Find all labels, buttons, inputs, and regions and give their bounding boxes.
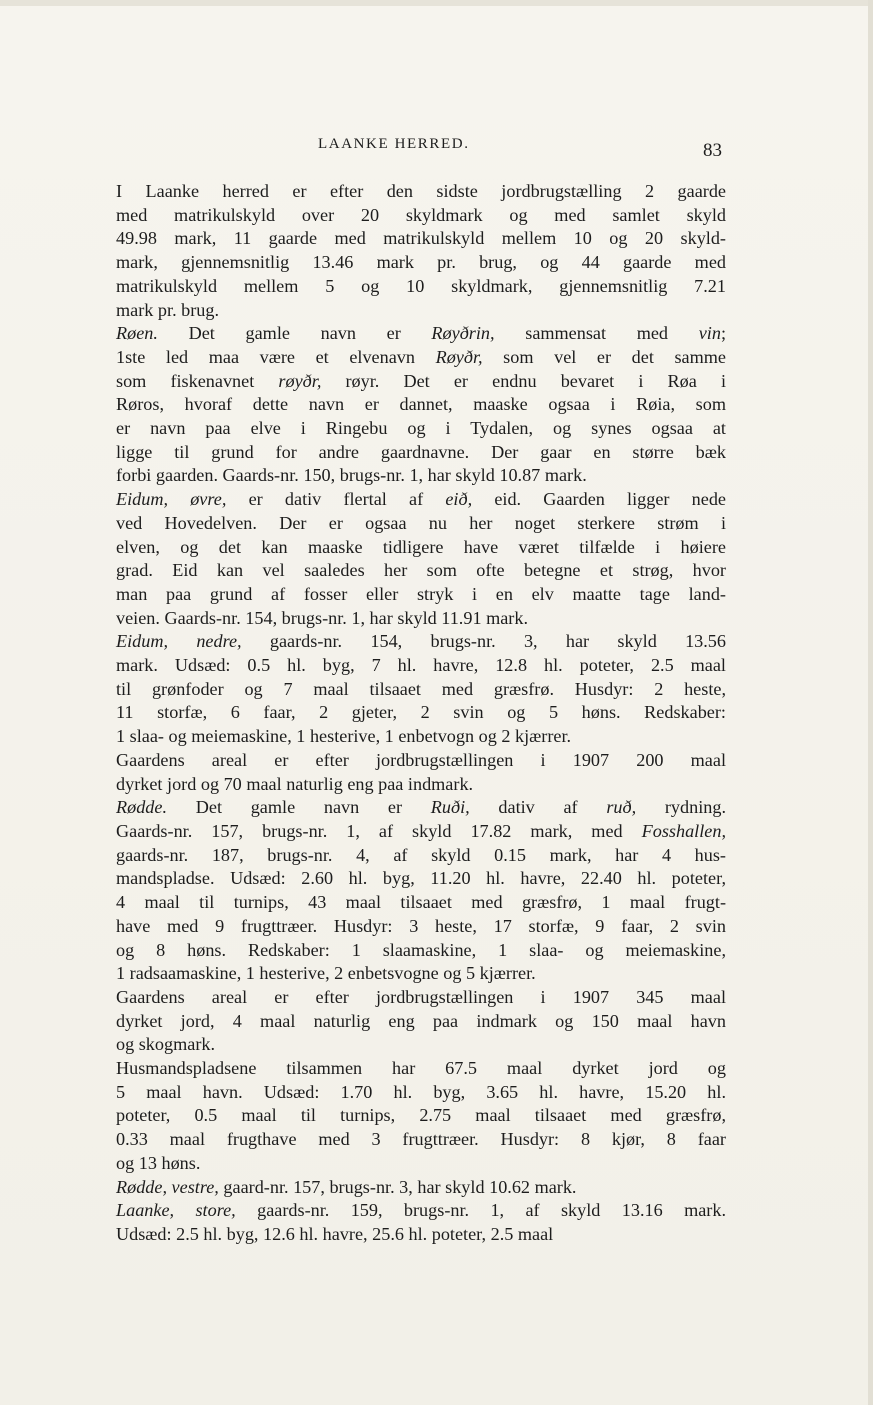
text-segment: 1ste led maa være et elvenavn	[116, 346, 436, 367]
text-line	[64, 536, 726, 560]
italic-text: Eidum, nedre,	[116, 631, 242, 652]
text-segment: sammensat med	[494, 323, 699, 344]
text-line	[64, 1223, 726, 1247]
text-segment: rydning.	[636, 797, 726, 818]
text-line	[64, 583, 726, 607]
text-segment: Det gamle navn er	[167, 797, 431, 818]
text-line	[64, 1176, 726, 1200]
text-segment: med matrikulskyld over 20 skyldmark og med samlet skyld	[116, 204, 726, 225]
text-segment: som fiskenavnet	[116, 370, 279, 391]
body-text	[64, 180, 726, 1247]
text-segment: er navn paa elve i Ringebu og i Tydalen, og synes ogsaa at	[116, 418, 726, 439]
text-segment: have med 9 frugttræer. Husdyr: 3 heste, 17 storfæ, 9 faar, 2 svin	[116, 915, 726, 936]
text-line	[64, 1057, 726, 1081]
text-line	[64, 251, 726, 275]
text-line	[64, 512, 726, 536]
text-line	[64, 749, 726, 773]
italic-text: Rødde, vestre,	[116, 1176, 219, 1197]
text-line	[64, 1010, 726, 1034]
text-line	[64, 227, 726, 251]
text-segment: 0.33 maal frugthave med 3 frugttræer. Husdyr: 8 kjør, 8 faar	[116, 1129, 726, 1150]
text-segment: poteter, 0.5 maal til turnips, 2.75 maal tilsaaet med græsfrø,	[116, 1105, 726, 1126]
text-segment: I Laanke herred er efter den sidste jordbrugstælling 2 gaarde	[116, 181, 726, 201]
paragraph	[64, 488, 726, 630]
text-segment: man paa grund af fosser eller stryk i en elv maatte tage land-	[116, 583, 726, 604]
text-segment: elven, og det kan maaske tidligere have været tilfælde i høiere	[116, 536, 726, 557]
text-line	[64, 346, 726, 370]
italic-text: røyðr,	[278, 370, 322, 391]
paragraph	[64, 986, 726, 1057]
text-line	[64, 1199, 726, 1223]
text-segment: 5 maal havn. Udsæd: 1.70 hl. byg, 3.65 hl. havre, 15.20 hl.	[116, 1081, 726, 1102]
text-segment: Gaardens areal er efter jordbrugstællingen i 1907 345 maal	[116, 986, 726, 1007]
text-line	[64, 488, 726, 512]
text-segment: ved Hovedelven. Der er ogsaa nu her noget sterkere strøm i	[116, 512, 726, 533]
paragraph	[64, 1057, 726, 1176]
text-segment: dativ af	[469, 797, 607, 818]
running-head: LAANKE HERRED.	[318, 136, 470, 152]
italic-text: Rødde.	[116, 797, 168, 818]
text-line	[64, 299, 726, 323]
text-line	[64, 441, 726, 465]
text-segment: 49.98 mark, 11 gaarde med matrikulskyld mellem 10 og 20 skyld-	[116, 228, 726, 249]
text-line	[64, 820, 726, 844]
page-right-edge	[868, 0, 873, 1405]
text-segment: grad. Eid kan vel saaledes her som ofte betegne et strøg, hvor	[116, 560, 726, 581]
text-segment: 4 maal til turnips, 43 maal tilsaaet med græsfrø, 1 maal frugt-	[116, 892, 726, 913]
text-line	[64, 986, 726, 1010]
text-line	[64, 701, 726, 725]
text-segment: Husmandspladsene tilsammen har 67.5 maal dyrket jord og	[116, 1058, 726, 1079]
text-line	[64, 559, 726, 583]
text-segment: gaard-nr. 157, brugs-nr. 3, har skyld 10.62 mark.	[218, 1176, 577, 1197]
text-line	[64, 607, 726, 631]
italic-text: Røen.	[116, 323, 158, 344]
text-segment: dyrket jord og 70 maal naturlig eng paa indmark.	[116, 773, 474, 794]
text-line	[64, 393, 726, 417]
text-line	[64, 204, 726, 228]
text-line	[64, 417, 726, 441]
text-line	[64, 725, 726, 749]
text-line	[64, 1033, 726, 1057]
paragraph	[64, 796, 726, 986]
text-line	[64, 678, 726, 702]
italic-text: Eidum, øvre,	[116, 489, 227, 510]
text-segment: gaards-nr. 187, brugs-nr. 4, af skyld 0.15 mark, har 4 hus-	[116, 844, 726, 865]
text-segment: Det gamle navn er	[157, 323, 432, 344]
text-segment: mark, gjennemsnitlig 13.46 mark pr. brug, og 44 gaarde med	[116, 252, 726, 273]
text-line	[64, 844, 726, 868]
italic-text: Fosshallen,	[641, 820, 726, 841]
text-segment: Udsæd: 2.5 hl. byg, 12.6 hl. havre, 25.6 hl. poteter, 2.5 maal	[116, 1223, 554, 1244]
text-line	[64, 654, 726, 678]
text-segment: forbi gaarden. Gaards-nr. 150, brugs-nr. 1, har skyld 10.87 mark.	[116, 465, 587, 486]
paragraph	[64, 1176, 726, 1200]
text-segment: ligge til grund for andre gaardnavne. Der gaar en større bæk	[116, 441, 726, 462]
text-segment: mandspladse. Udsæd: 2.60 hl. byg, 11.20 hl. havre, 22.40 hl. poteter,	[116, 868, 726, 889]
paragraph	[64, 180, 726, 322]
text-segment: veien. Gaards-nr. 154, brugs-nr. 1, har skyld 11.91 mark.	[116, 607, 528, 628]
text-line	[64, 939, 726, 963]
text-segment: Gaardens areal er efter jordbrugstællingen i 1907 200 maal	[116, 749, 726, 770]
italic-text: Ruði,	[430, 797, 470, 818]
text-segment: ;	[720, 323, 726, 344]
italic-text: vin	[698, 323, 721, 344]
text-line	[64, 370, 726, 394]
text-line	[64, 464, 726, 488]
italic-text: Røyðrin,	[431, 323, 495, 344]
text-segment: mark. Udsæd: 0.5 hl. byg, 7 hl. havre, 12.8 hl. poteter, 2.5 maal	[116, 655, 726, 676]
text-line	[64, 1104, 726, 1128]
text-line	[64, 322, 726, 346]
text-line	[64, 275, 726, 299]
text-segment: 1 radsaamaskine, 1 hesterive, 2 enbetsvogne og 5 kjærrer.	[116, 963, 536, 984]
text-line	[64, 867, 726, 891]
paragraph	[64, 630, 726, 749]
text-line	[64, 891, 726, 915]
text-segment: er dativ flertal af	[226, 489, 446, 510]
text-line	[64, 962, 726, 986]
page-top-edge	[0, 0, 873, 6]
text-line	[64, 773, 726, 797]
italic-text: Røyðr,	[435, 346, 483, 367]
text-segment: matrikulskyld mellem 5 og 10 skyldmark, gjennemsnitlig 7.21	[116, 275, 726, 296]
text-line	[64, 915, 726, 939]
text-segment: 1 slaa- og meiemaskine, 1 hesterive, 1 enbetvogn og 2 kjærrer.	[116, 726, 572, 747]
paragraph	[64, 1199, 726, 1246]
paragraph	[64, 749, 726, 796]
text-segment: dyrket jord, 4 maal naturlig eng paa indmark og 150 maal havn	[116, 1010, 726, 1031]
page-number: 83	[703, 140, 722, 161]
text-segment: 11 storfæ, 6 faar, 2 gjeter, 2 svin og 5 høns. Redskaber:	[116, 702, 726, 723]
text-segment: Røros, hvoraf dette navn er dannet, maaske ogsaa i Røia, som	[116, 394, 726, 415]
italic-text: Laanke, store,	[116, 1200, 236, 1221]
text-segment: mark pr. brug.	[116, 299, 220, 320]
text-segment: og 13 høns.	[116, 1152, 201, 1173]
text-line	[64, 1081, 726, 1105]
text-line	[64, 180, 726, 204]
paragraph	[64, 322, 726, 488]
text-segment: som vel er det samme	[482, 346, 726, 367]
text-segment: gaards-nr. 154, brugs-nr. 3, har skyld 13.56	[241, 631, 726, 652]
text-line	[64, 796, 726, 820]
text-line	[64, 1128, 726, 1152]
text-line	[64, 1152, 726, 1176]
text-segment: eid. Gaarden ligger nede	[472, 489, 726, 510]
text-segment: og skogmark.	[116, 1034, 216, 1055]
text-segment: røyr. Det er endnu bevaret i Røa i	[321, 370, 726, 391]
italic-text: eið,	[445, 489, 473, 510]
text-segment: gaards-nr. 159, brugs-nr. 1, af skyld 13.16 mark.	[235, 1200, 726, 1221]
text-segment: Gaards-nr. 157, brugs-nr. 1, af skyld 17.82 mark, med	[116, 820, 642, 841]
text-segment: til grønfoder og 7 maal tilsaaet med græsfrø. Husdyr: 2 heste,	[116, 678, 726, 699]
italic-text: ruð,	[606, 797, 637, 818]
text-segment: og 8 høns. Redskaber: 1 slaamaskine, 1 slaa- og meiemaskine,	[116, 939, 726, 960]
text-line	[64, 630, 726, 654]
